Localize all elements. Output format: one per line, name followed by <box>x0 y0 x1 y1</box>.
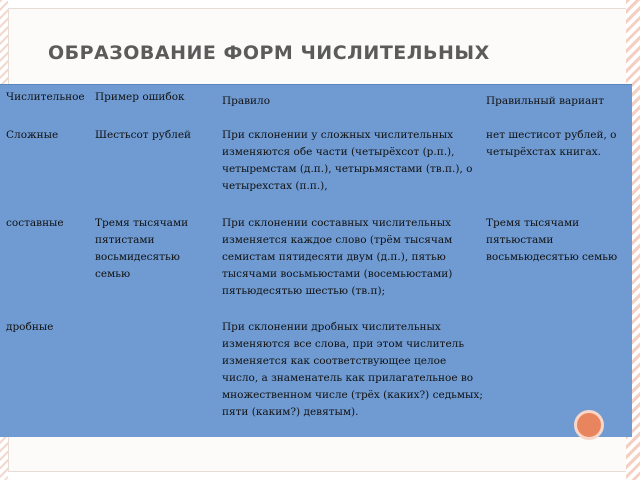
row-compound-correct: нет шестисот рублей, о четырёхстах книгах. <box>486 129 617 158</box>
row-fractional-rule: При склонении дробных числительных изменяются все слова, при этом числитель изменяется как соответствующее целое число, а знаменатель как прилагательное во множественном числе (трёх (каких?) седьмых; пяти (каким?) девятым). <box>222 321 483 418</box>
header-error-example: Пример ошибок <box>95 91 185 103</box>
row-fractional-name: дробные <box>6 321 54 333</box>
row-compound-error: Шестьсот рублей <box>95 129 192 141</box>
row-compound-name: Сложные <box>6 129 59 141</box>
row-composite-error: Тремя тысячами пятистами восьмидесятью семью <box>95 217 189 280</box>
header-numeral: Числительное <box>6 91 85 103</box>
row-composite-correct: Тремя тысячами пятьюстами восьмьюдесятью семью <box>486 217 618 263</box>
header-rule: Правило <box>222 95 271 107</box>
decorative-circle <box>574 410 604 440</box>
numerals-table <box>0 84 632 437</box>
slide-title: ОБРАЗОВАНИЕ ФОРМ ЧИСЛИТЕЛЬНЫХ <box>48 42 490 64</box>
header-correct-variant: Правильный вариант <box>486 95 605 107</box>
row-compound-rule: При склонении у сложных числительных изменяются обе части (четырёхсот (р.п.), четыремстам (д.п.), четырьмястами (тв.п.), о четырехстах (п.п.), <box>222 129 473 192</box>
row-composite-rule: При склонении составных числительных изменяется каждое слово (трём тысячам семистам пятидесяти двум (д.п.), пятью тысячами восьмьюстами (восемьюстами) пятьюдесятью шестью (тв.п); <box>222 217 453 297</box>
row-composite-name: составные <box>6 217 64 229</box>
